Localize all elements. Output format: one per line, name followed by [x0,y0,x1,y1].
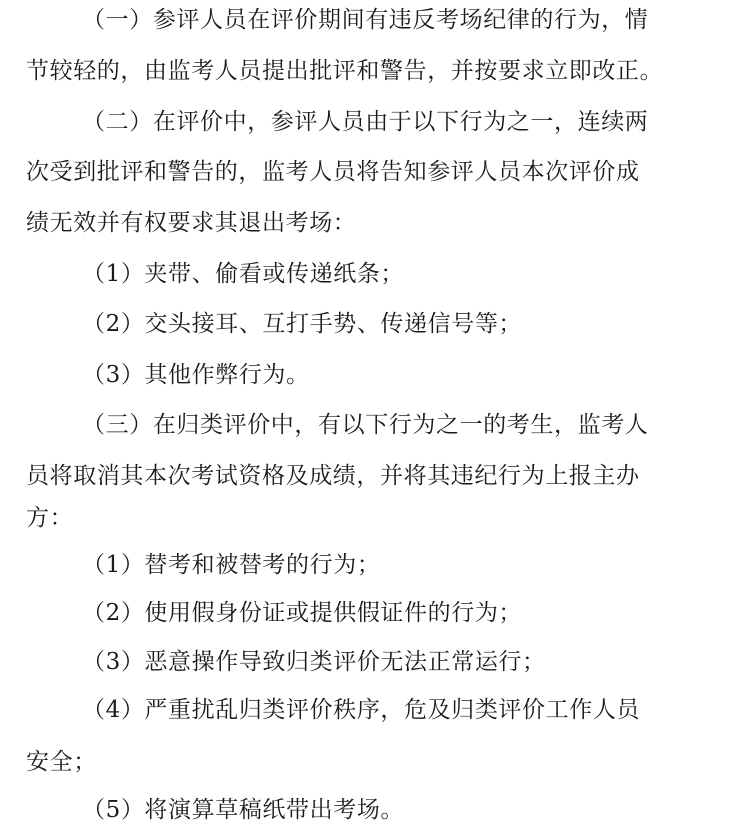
paragraph-3-line-1: （三）在归类评价中，有以下行为之一的考生，监考人 [82,412,649,438]
paragraph-2-line-3: 绩无效并有权要求其退出考场： [26,210,357,236]
paragraph-1-line-1: （一）参评人员在评价期间有违反考场纪律的行为，情 [82,7,649,33]
paragraph-3-line-2: 员将取消其本次考试资格及成绩，并将其违纪行为上报主办 [26,463,640,489]
list-item-3-4-line-1: （4）严重扰乱归类评价秩序，危及归类评价工作人员 [82,697,641,723]
list-item-3-5: （5）将演算草稿纸带出考场。 [82,797,405,823]
paragraph-2-line-2: 次受到批评和警告的，监考人员将告知参评人员本次评价成 [26,159,640,185]
paragraph-1-line-2: 节较轻的，由监考人员提出批评和警告，并按要求立即改正。 [26,58,664,84]
list-item-2-3: （3）其他作弊行为。 [82,362,310,388]
list-item-2-1: （1）夹带、偷看或传递纸条； [82,261,405,287]
list-item-3-3: （3）恶意操作导致归类评价无法正常运行； [82,649,546,675]
paragraph-2-line-1: （二）在评价中，参评人员由于以下行为之一，连续两 [82,109,649,135]
list-item-3-4-line-2: 安全； [26,749,97,775]
paragraph-3-line-3: 方： [26,505,74,531]
list-item-2-2: （2）交头接耳、互打手势、传递信号等； [82,311,523,337]
list-item-3-2: （2）使用假身份证或提供假证件的行为； [82,600,523,626]
list-item-3-1: （1）替考和被替考的行为； [82,552,381,578]
